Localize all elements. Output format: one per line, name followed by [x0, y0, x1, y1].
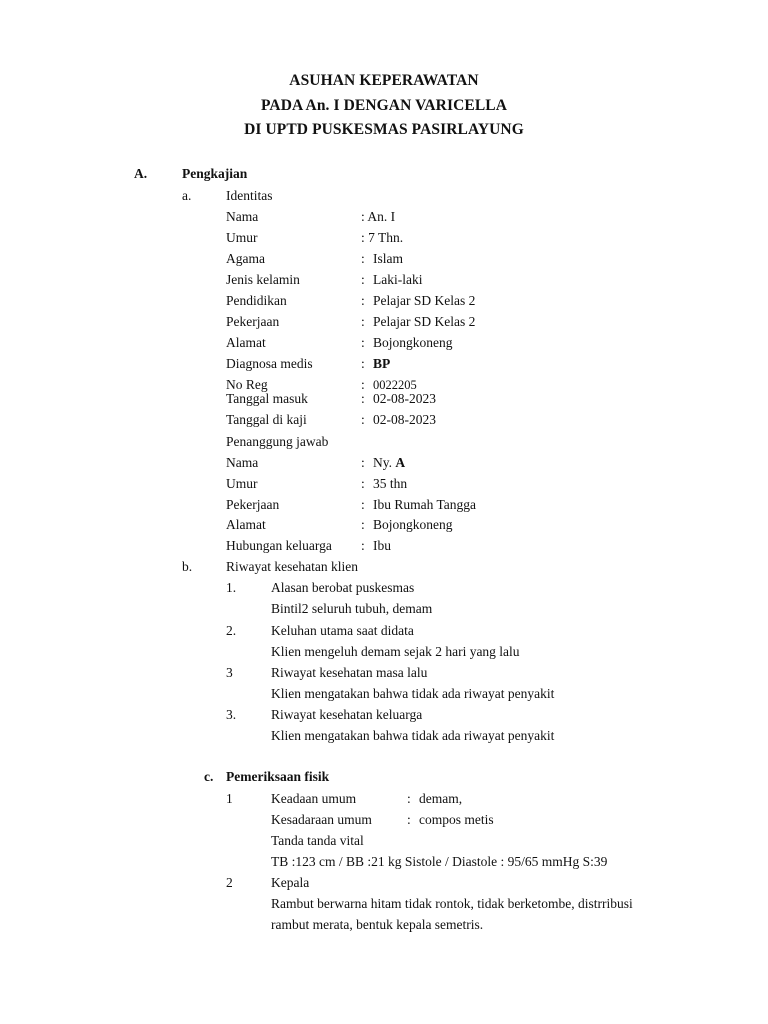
pj-key-pekerjaan: Pekerjaan — [226, 497, 280, 512]
pj-key-alamat: Alamat — [226, 517, 266, 532]
row-colon: : — [361, 455, 365, 470]
document-title-line-3: DI UPTD PUSKESMAS PASIRLAYUNG — [244, 121, 524, 138]
row-colon: : — [361, 476, 365, 491]
row-colon: : — [361, 356, 365, 371]
kesadaran-umum-key: Kesadaraan umum — [271, 812, 372, 827]
row-key-alamat: Alamat — [226, 335, 266, 350]
list-item-number: 3. — [226, 707, 237, 722]
row-value-tanggal-di-kaji: 02-08-2023 — [373, 412, 436, 427]
identitas-label: Identitas — [226, 188, 273, 203]
document-title-line-1: ASUHAN KEPERAWATAN — [289, 72, 479, 89]
row-colon: : — [361, 497, 365, 512]
row-value-jenis-kelamin: Laki-laki — [373, 272, 423, 287]
row-colon: : — [407, 812, 411, 827]
row-key-nama: Nama — [226, 209, 259, 224]
row-value-pendidikan: Pelajar SD Kelas 2 — [373, 293, 476, 308]
list-item-title: Alasan berobat puskesmas — [271, 580, 415, 595]
pj-value-nama-bold: A — [395, 455, 406, 470]
keadaan-umum-value: demam, — [419, 791, 463, 806]
kepala-title: Kepala — [271, 875, 310, 890]
list-item-text: Klien mengeluh demam sejak 2 hari yang lalu — [271, 644, 520, 659]
pemeriksaan-label: Pemeriksaan fisik — [226, 769, 330, 784]
pj-value-pekerjaan: Ibu Rumah Tangga — [373, 497, 477, 512]
row-colon: : — [361, 412, 365, 427]
pj-key-hubungan: Hubungan keluarga — [226, 538, 332, 553]
identitas-marker: a. — [182, 188, 192, 203]
row-value-tanggal-masuk: 02-08-2023 — [373, 391, 436, 406]
list-item-title: Riwayat kesehatan masa lalu — [271, 665, 428, 680]
pj-value-nama — [373, 455, 405, 471]
list-item-number: 3 — [226, 665, 233, 680]
list-item-title: Keluhan utama saat didata — [271, 623, 414, 638]
pj-value-nama-prefix: Ny. — [373, 455, 396, 470]
list-item-number: 2. — [226, 623, 237, 638]
pemeriksaan-marker: c. — [204, 769, 214, 784]
keadaan-umum-key: Keadaan umum — [271, 791, 357, 806]
pj-key-umur: Umur — [226, 476, 258, 491]
section-a-marker: A. — [134, 166, 148, 181]
row-value-umur: : 7 Thn. — [361, 230, 404, 245]
row-colon: : — [361, 272, 365, 287]
row-colon: : — [361, 538, 365, 553]
section-a-label: Pengkajian — [182, 166, 248, 181]
list-item-number: 1. — [226, 580, 237, 595]
row-key-diagnosa-medis: Diagnosa medis — [226, 356, 313, 371]
list-item-number: 2 — [226, 875, 233, 890]
row-colon: : — [361, 391, 365, 406]
row-colon: : — [361, 377, 365, 392]
row-colon: : — [361, 335, 365, 350]
row-value-pekerjaan: Pelajar SD Kelas 2 — [373, 314, 476, 329]
row-value-no-reg: 0022205 — [373, 378, 417, 392]
row-value-diagnosa-medis: BP — [373, 356, 391, 371]
row-key-pendidikan: Pendidikan — [226, 293, 287, 308]
penanggung-jawab-label: Penanggung jawab — [226, 434, 329, 449]
row-key-tanggal-di-kaji: Tanggal di kaji — [226, 412, 307, 427]
tanda-vital-label: Tanda tanda vital — [271, 833, 364, 848]
list-item-number: 1 — [226, 791, 233, 806]
row-value-alamat: Bojongkoneng — [373, 335, 453, 350]
row-key-umur: Umur — [226, 230, 258, 245]
riwayat-label: Riwayat kesehatan klien — [226, 559, 358, 574]
row-colon: : — [361, 314, 365, 329]
pj-value-alamat: Bojongkoneng — [373, 517, 453, 532]
document-title-line-2: PADA An. I DENGAN VARICELLA — [260, 97, 507, 114]
row-key-agama: Agama — [226, 251, 265, 266]
pj-value-hubungan: Ibu — [373, 538, 391, 553]
pj-value-umur: 35 thn — [373, 476, 408, 491]
row-colon: : — [361, 251, 365, 266]
list-item-text: Klien mengatakan bahwa tidak ada riwayat penyakit — [271, 686, 555, 701]
row-key-jenis-kelamin: Jenis kelamin — [226, 272, 300, 287]
vital-signs-text: TB :123 cm / BB :21 kg Sistole / Diastole : 95/65 mmHg S:39 — [271, 854, 608, 869]
list-item-text: Bintil2 seluruh tubuh, demam — [271, 601, 433, 616]
row-key-no-reg: No Reg — [226, 377, 268, 392]
list-item-text: Klien mengatakan bahwa tidak ada riwayat penyakit — [271, 728, 555, 743]
kesadaran-umum-value: compos metis — [419, 812, 494, 827]
kepala-text-line-2: rambut merata, bentuk kepala semetris. — [271, 917, 484, 932]
row-colon: : — [407, 791, 411, 806]
pj-key-nama: Nama — [226, 455, 259, 470]
list-item-title: Riwayat kesehatan keluarga — [271, 707, 423, 722]
row-key-tanggal-masuk: Tanggal masuk — [226, 391, 308, 406]
row-colon: : — [361, 293, 365, 308]
kepala-text-line-1: Rambut berwarna hitam tidak rontok, tidak berketombe, distrribusi — [271, 896, 633, 911]
row-key-pekerjaan: Pekerjaan — [226, 314, 280, 329]
row-value-agama: Islam — [373, 251, 403, 266]
row-value-nama: : An. I — [361, 209, 396, 224]
row-colon: : — [361, 517, 365, 532]
riwayat-marker: b. — [182, 559, 193, 574]
